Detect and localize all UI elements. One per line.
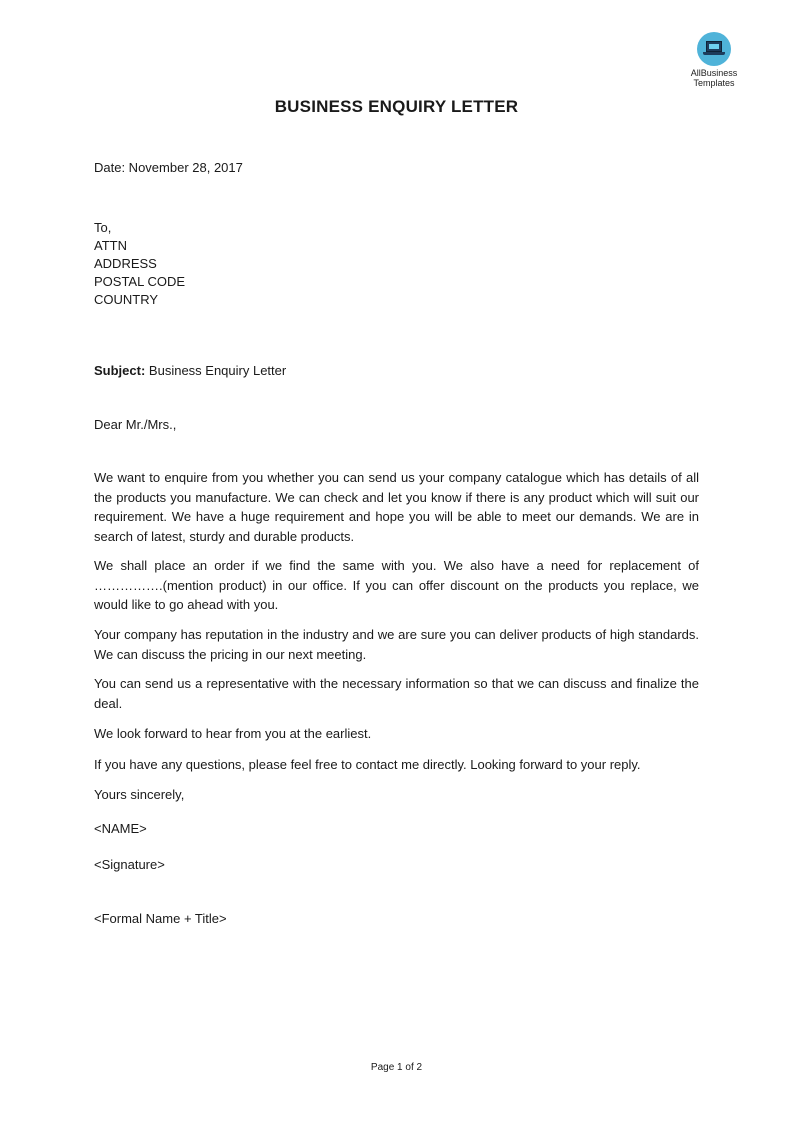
letter-date: Date: November 28, 2017 <box>94 160 243 175</box>
letter-title: BUSINESS ENQUIRY LETTER <box>274 97 519 116</box>
signature-placeholder: <Signature> <box>94 857 165 872</box>
subject-label: Subject: <box>94 363 146 378</box>
laptop-icon <box>697 32 731 66</box>
formal-name-placeholder: <Formal Name + Title> <box>94 911 227 926</box>
closing: Yours sincerely, <box>94 787 185 802</box>
subject-line <box>94 362 286 380</box>
salutation: Dear Mr./Mrs., <box>94 417 177 432</box>
paragraph-6: If you have any questions, please feel free to contact me directly. Looking forward to your reply. <box>94 757 641 772</box>
paragraph-2: We shall place an order if we find the same with you. We also have a need for replacement of …………….(mention product) in our office. If you can offer discount on the products you replace, we would like to go ahead with you. <box>94 558 699 612</box>
address-line-to: To, <box>94 220 112 235</box>
page-number: Page 1 of 2 <box>370 1062 423 1073</box>
logo-text: AllBusiness Templates <box>690 68 738 88</box>
paragraph-5: We look forward to hear from you at the earliest. <box>94 726 372 741</box>
address-line-attn: ATTN <box>94 238 127 253</box>
address-line-country: COUNTRY <box>94 292 159 307</box>
logo <box>681 32 747 88</box>
paragraph-3: Your company has reputation in the industry and we are sure you can deliver products of high standards. We can discuss the pricing in our next meeting. <box>94 627 699 662</box>
paragraph-4: You can send us a representative with the necessary information so that we can discuss and finalize the deal. <box>94 676 699 711</box>
subject-text: Business Enquiry Letter <box>148 363 287 378</box>
address-line-address: ADDRESS <box>94 256 157 271</box>
paragraph-1: We want to enquire from you whether you can send us your company catalogue which has details of all the products you manufacture. We can check and let you know if there is any product which will suit our requirement. We have a huge requirement and hope you will be able to meet our demands. We are in search of latest, sturdy and durable products. <box>94 470 699 544</box>
name-placeholder: <NAME> <box>94 821 147 836</box>
address-line-postal-code: POSTAL CODE <box>94 274 186 289</box>
